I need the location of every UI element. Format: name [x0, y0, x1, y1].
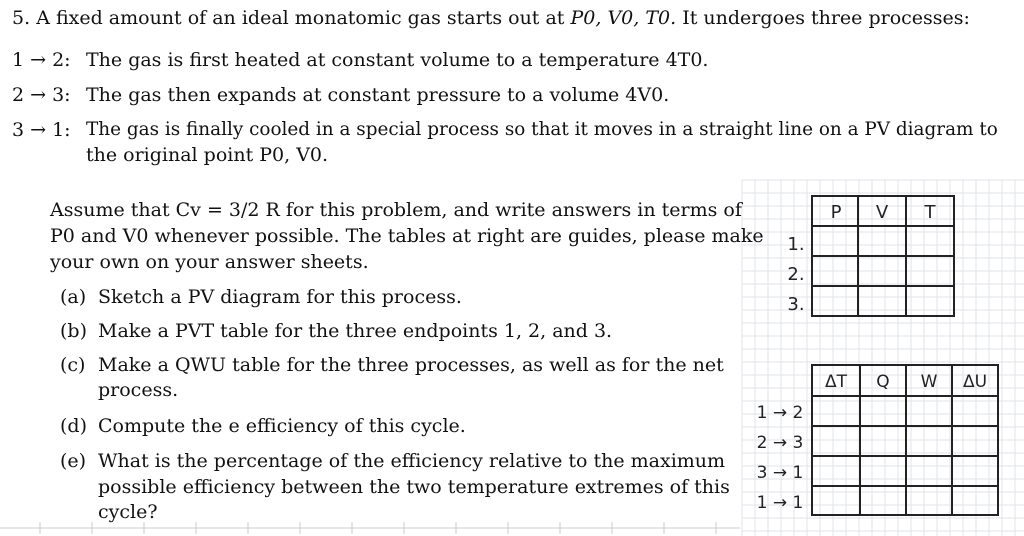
part-label: (d)	[60, 415, 87, 437]
part-text-cont: possible efficiency between the two temperature extremes of this	[98, 476, 730, 498]
pvt-header-v: V	[875, 202, 889, 223]
assumption-line: P0 and V0 whenever possible. The tables at right are guides, please make	[50, 225, 764, 247]
step-label: 1 → 2:	[12, 49, 71, 71]
qwu-header-dt: ΔT	[824, 372, 848, 392]
qwu-header-du: ΔU	[962, 372, 988, 392]
part-text: Make a QWU table for the three processes, as well as for the net	[98, 354, 724, 376]
problem-number: 5.	[12, 7, 31, 29]
assumption-line: Assume that Cv = 3/2 R for this problem, and write answers in terms of	[50, 199, 742, 221]
part-label: (b)	[60, 320, 87, 342]
qwu-row-label: 2 → 3	[756, 433, 804, 453]
part-text-cont: process.	[98, 379, 179, 401]
step-label: 2 → 3:	[12, 84, 71, 106]
pvt-header-t: T	[924, 202, 936, 223]
problem-intro-vars: P0, V0, T0.	[570, 7, 677, 29]
assumption-line: your own on your answer sheets.	[50, 251, 369, 273]
problem-header	[12, 6, 970, 30]
pvt-row-label: 1.	[787, 234, 805, 255]
problem-intro: A fixed amount of an ideal monatomic gas starts out at	[36, 7, 565, 29]
pvt-header-p: P	[830, 202, 842, 223]
pvt-row-label: 3.	[787, 294, 805, 315]
step-text: The gas is first heated at constant volume to a temperature 4T0.	[86, 49, 709, 71]
qwu-header-w: W	[920, 372, 938, 392]
part-label: (c)	[60, 354, 86, 376]
pvt-row-label: 2.	[787, 264, 805, 285]
qwu-row-label: 3 → 1	[756, 463, 804, 483]
qwu-row-label: 1 → 1	[756, 493, 804, 513]
step-text-cont: the original point P0, V0.	[86, 144, 329, 166]
part-label: (e)	[60, 450, 87, 472]
step-text: The gas then expands at constant pressure to a volume 4V0.	[86, 84, 670, 106]
step-text: The gas is finally cooled in a special process so that it moves in a straight line on a PV diagram to	[86, 119, 998, 140]
part-text: Sketch a PV diagram for this process.	[98, 286, 462, 308]
part-text: What is the percentage of the efficiency relative to the maximum	[98, 450, 726, 472]
part-text: Compute the e efficiency of this cycle.	[98, 415, 466, 437]
qwu-header-q: Q	[876, 372, 890, 392]
part-text-cont: cycle?	[98, 501, 158, 523]
part-label: (a)	[60, 286, 87, 308]
step-label: 3 → 1:	[12, 119, 71, 141]
problem-intro-tail: It undergoes three processes:	[682, 7, 970, 29]
qwu-row-label: 1 → 2	[756, 403, 804, 423]
part-text: Make a PVT table for the three endpoints 1, 2, and 3.	[98, 320, 613, 342]
